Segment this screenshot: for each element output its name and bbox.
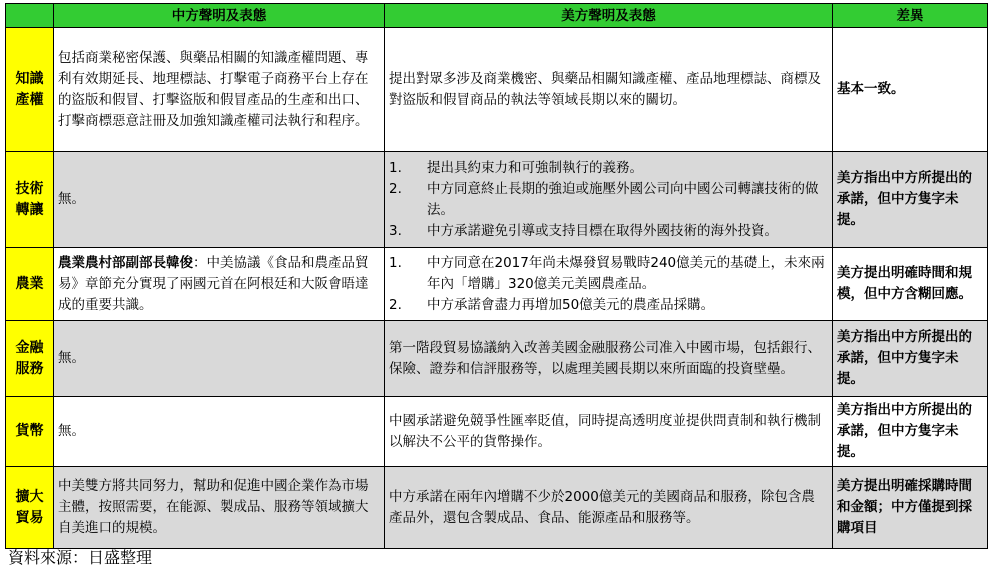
category-label: 技術 [15,180,44,197]
us-statement-text: 中國承諾避免競爭性匯率貶值，同時提高透明度並提供問責制和執行機制以解決不公平的貨幣操作。 [389,412,821,450]
category-cell [6,397,54,467]
china-statement-text: ：中美協議《食品和農產品貿易》章節充分實現了兩國元首在阿根廷和大阪會晤達成的重要共識。 [58,254,369,313]
us-statement-cell [385,321,833,397]
china-statement-text: 無。 [58,191,85,207]
difference-text: 美方指出中方所提出的承諾，但中方隻字未提。 [837,402,972,460]
list-item [389,179,828,221]
list-text: 提出具約束力和可強制執行的義務。 [427,159,643,176]
list-item [389,158,828,179]
china-statement-text: 無。 [58,423,85,439]
china-statement-text: 包括商業秘密保護、與藥品相關的知識產權問題、專利有效期延長、地理標誌、打擊電子商務平台上存在的盜版和假冒、打擊盜版和假冒產品的生產和出口、打擊商標惡意註冊及加強知識產權司法執行和程序。 [58,49,369,129]
category-label: 農業 [15,275,44,292]
china-statement-cell [54,248,385,321]
list-item [389,253,828,295]
list-text: 中方同意在2017年尚未爆發貿易戰時240億美元的基礎上，未來兩年內「增購」320億美元美國農產品。 [427,254,825,292]
table-row [6,248,988,321]
category-cell [6,248,54,321]
table-row [6,467,988,549]
us-statement-text: 提出對眾多涉及商業機密、與藥品相關知識產權、產品地理標誌、商標及對盜版和假冒商品的執法等領域長期以來的關切。 [389,70,821,108]
category-label: 擴大 [15,488,44,505]
category-label: 金融 [15,339,44,356]
header-category [6,4,54,28]
difference-cell [833,467,988,549]
difference-cell [833,397,988,467]
category-label: 服務 [15,360,44,377]
us-statement-list [389,158,828,242]
us-statement-cell [385,467,833,549]
list-number: 3. [389,222,402,239]
china-statement-cell [54,467,385,549]
difference-cell [833,321,988,397]
china-statement-cell [54,28,385,152]
table-row [6,152,988,248]
list-item [389,221,828,242]
china-statement-cell [54,397,385,467]
difference-text: 美方提出明確採購時間和金額；中方僅提到採購項目 [837,478,972,536]
us-statement-cell [385,397,833,467]
category-cell [6,152,54,248]
us-statement-cell [385,152,833,248]
speaker-label: 農業農村部副部長韓俊 [58,254,193,271]
category-label: 轉讓 [15,201,44,218]
difference-text: 美方指出中方所提出的承諾，但中方隻字未提。 [837,329,972,387]
china-statement-cell [54,152,385,248]
china-statement-text: 中美雙方將共同努力，幫助和促進中國企業作為市場主體，按照需要，在能源、製成品、服務等領域擴大自美進口的規模。 [58,478,369,536]
china-statement-text: 無。 [58,350,85,366]
difference-text: 美方提出明確時間和規模，但中方含糊回應。 [837,265,972,302]
comparison-table [5,3,988,549]
us-statement-cell [385,248,833,321]
category-label: 貿易 [15,509,44,526]
list-number: 2. [389,180,402,197]
category-cell [6,467,54,549]
us-statement-cell [385,28,833,152]
difference-cell [833,248,988,321]
header-diff: 差異 [833,4,988,28]
category-cell [6,321,54,397]
china-statement-cell [54,321,385,397]
header-us: 美方聲明及表態 [385,4,833,28]
us-statement-list [389,253,828,316]
table-row [6,28,988,152]
table-row [6,397,988,467]
us-statement-text: 第一階段貿易協議納入改善美國金融服務公司准入中國市場，包括銀行、保險、證券和信評服務等，以處理美國長期以來所面臨的投資壁壘。 [389,339,821,377]
source-note: 資料來源：日盛整理 [8,548,153,567]
category-label: 貨幣 [15,423,44,439]
list-number: 2. [389,296,402,313]
list-number: 1. [389,254,402,271]
header-china: 中方聲明及表態 [54,4,385,28]
difference-text: 基本一致。 [837,81,905,97]
list-text: 中方承諾會盡力再增加50億美元的農產品採購。 [427,296,715,313]
difference-text: 美方指出中方所提出的承諾，但中方隻字未提。 [837,170,972,228]
us-statement-text: 中方承諾在兩年內增購不少於2000億美元的美國商品和服務，除包含農產品外，還包含製成品、食品、能源產品和服務等。 [389,488,815,526]
table-row [6,321,988,397]
category-cell [6,28,54,152]
list-number: 1. [389,159,402,176]
header-row [6,4,988,28]
category-label: 產權 [15,91,44,108]
list-item [389,295,828,316]
category-label: 知識 [15,70,44,87]
list-text: 中方承諾避免引導或支持目標在取得外國技術的海外投資。 [427,222,778,239]
difference-cell [833,152,988,248]
list-text: 中方同意終止長期的強迫或施壓外國公司向中國公司轉讓技術的做法。 [427,180,819,218]
difference-cell [833,28,988,152]
